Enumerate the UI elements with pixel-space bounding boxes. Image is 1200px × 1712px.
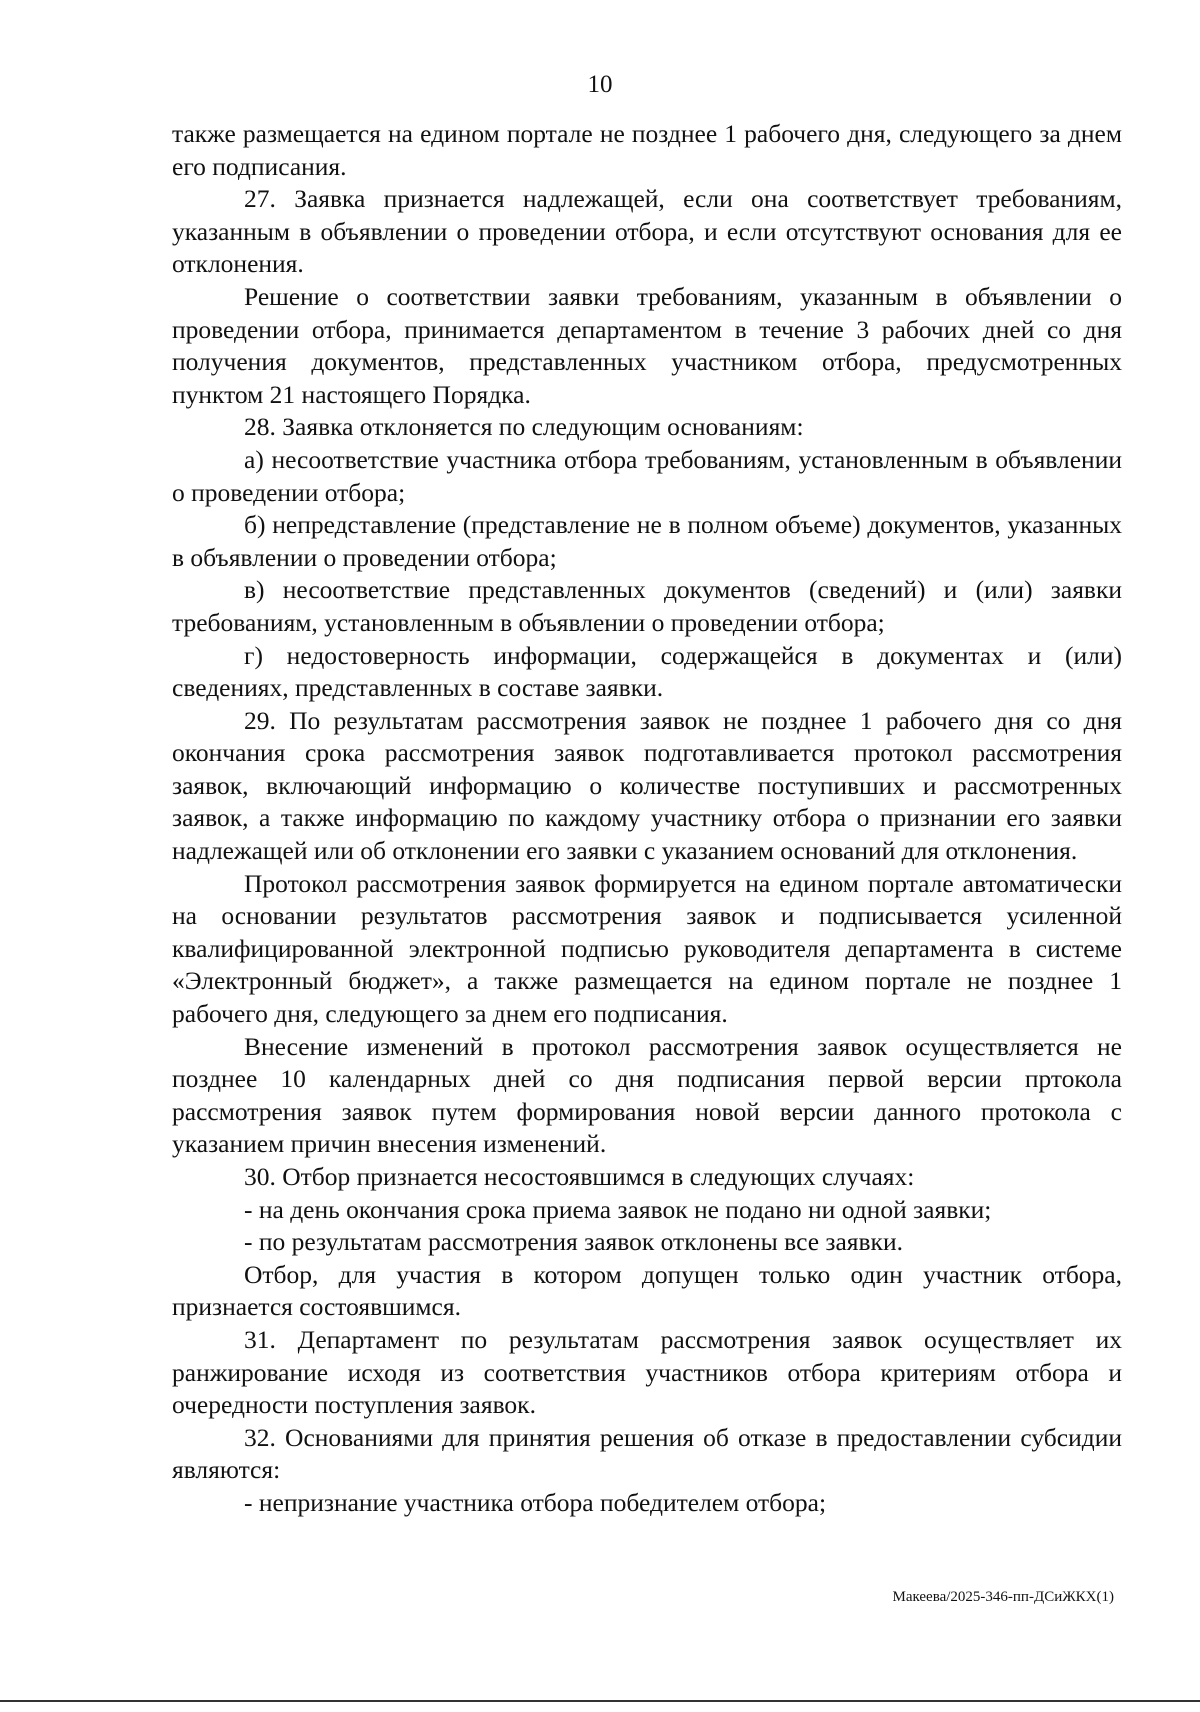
paragraph-29-protocol: Протокол рассмотрения заявок формируется на едином портале автоматически на основании результатов рассмотрения заявок и подписывается усиленной квалифицированной электронной подписью руководителя департамента в системе «Электронный бюджет», а также размещается на едином портале не позднее 1 рабочего дня, следующего за днем его подписания. <box>172 868 1122 1029</box>
scan-edge-divider <box>0 1700 1200 1702</box>
paragraph-28: 28. Заявка отклоняется по следующим основаниям: <box>244 412 804 442</box>
document-body <box>172 118 1122 1520</box>
paragraph-30: 30. Отбор признается несостоявшимся в следующих случаях: <box>244 1162 915 1191</box>
paragraph-continuation: также размещается на едином портале не позднее 1 рабочего дня, следующего за днем его подписания. <box>172 119 1122 181</box>
paragraph-30-item-1: - на день окончания срока приема заявок не подано ни одной заявки; <box>244 1194 992 1224</box>
paragraph-27: 27. Заявка признается надлежащей, если она соответствует требованиям, указанным в объявлении о проведении отбора, и если отсутствуют основания для ее отклонения. <box>172 184 1122 279</box>
paragraph-29: 29. По результатам рассмотрения заявок не позднее 1 рабочего дня со дня окончания срока рассмотрения заявок подготавливается протокол рассмотрения заявок, включающий информацию о количестве поступивших и рассмотренных заявок, а также информацию по каждому участнику отбора о признании его заявки надлежащей или об отклонении его заявки с указанием оснований для отклонения. <box>172 705 1122 866</box>
document-footer-code: Макеева/2025-346-пп-ДСиЖКХ(1) <box>892 1589 1114 1605</box>
paragraph-28-v: в) несоответствие представленных документов (сведений) и (или) заявки требованиям, установленным в объявлении о проведении отбора; <box>172 575 1122 637</box>
page-number: 10 <box>587 71 613 98</box>
paragraph-30-item-2: - по результатам рассмотрения заявок отклонены все заявки. <box>244 1227 903 1257</box>
paragraph-32-item-1: - непризнание участника отбора победителем отбора; <box>244 1487 827 1517</box>
paragraph-27-decision: Решение о соответствии заявки требованиям, указанным в объявлении о проведении отбора, принимается департаментом в течение 3 рабочих дней со дня получения документов, представленных участником отбора, предусмотренных пунктом 21 настоящего Порядка. <box>172 281 1122 409</box>
paragraph-28-g: г) недостоверность информации, содержащейся в документах и (или) сведениях, представленных в составе заявки. <box>172 640 1122 703</box>
paragraph-31: 31. Департамент по результатам рассмотрения заявок осуществляет их ранжирование исходя из соответствия участников отбора критериям отбора и очередности поступления заявок. <box>172 1324 1122 1420</box>
paragraph-28-b: б) непредставление (представление не в полном объеме) документов, указанных в объявлении о проведении отбора; <box>172 510 1122 572</box>
paragraph-32: 32. Основаниями для принятия решения об отказе в предоставлении субсидии являются: <box>172 1422 1122 1485</box>
paragraph-30-single-participant: Отбор, для участия в котором допущен только один участник отбора, признается состоявшимся. <box>172 1259 1122 1322</box>
paragraph-29-changes: Внесение изменений в протокол рассмотрения заявок осуществляется не позднее 10 календарных дней со дня подписания первой версии пртокола рассмотрения заявок путем формирования новой версии данного протокола с указанием причин внесения изменений. <box>172 1031 1122 1159</box>
paragraph-28-a: а) несоответствие участника отбора требованиям, установленным в объявлении о проведении отбора; <box>172 444 1122 507</box>
